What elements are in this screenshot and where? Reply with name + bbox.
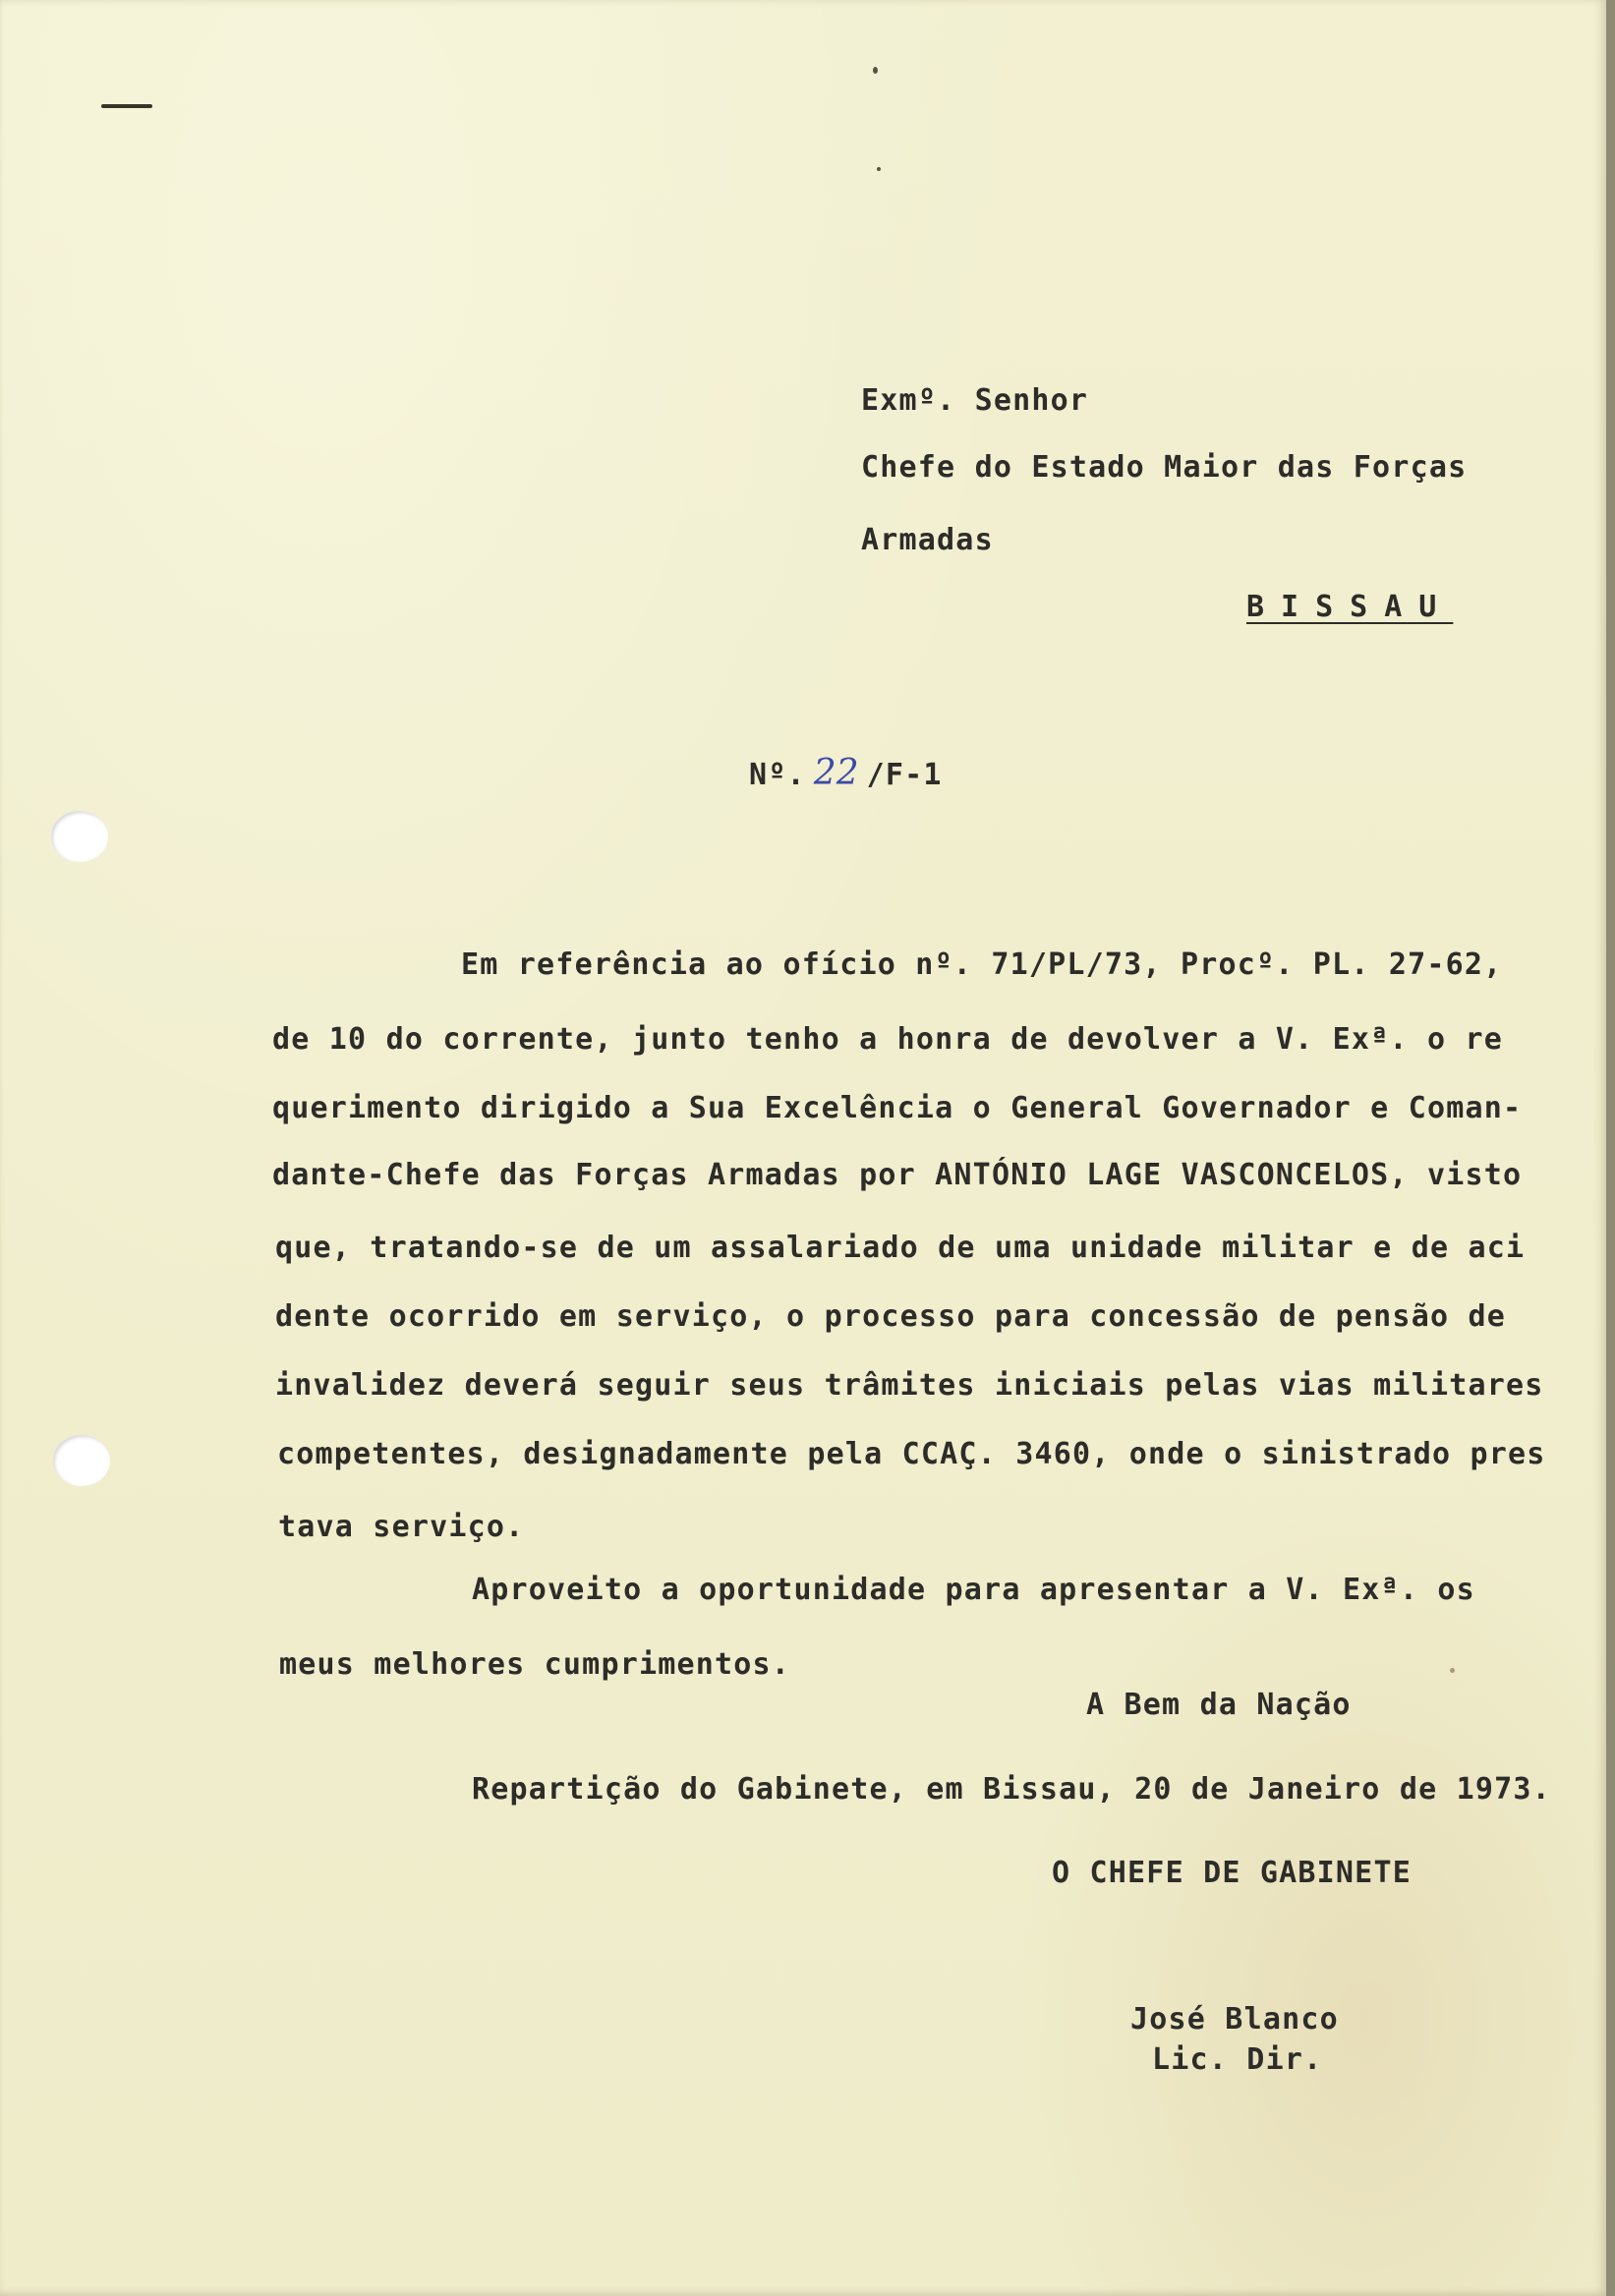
reference-suffix: /F-1: [866, 758, 943, 792]
reference-prefix: Nº.: [749, 758, 806, 792]
closing-place-date: Repartição do Gabinete, em Bissau, 20 de Janeiro de 1973.: [472, 1772, 1551, 1807]
body-line: de 10 do corrente, junto tenho a honra de devolver a V. Exª. o re: [272, 1022, 1503, 1057]
punch-hole-bottom: [53, 1435, 110, 1486]
body-line: querimento dirigido a Sua Excelência o General Governador e Coman-: [272, 1091, 1523, 1125]
paper-speck: [1450, 1668, 1455, 1673]
body-line: Aproveito a oportunidade para apresentar a V. Exª. os: [472, 1573, 1475, 1607]
body-line: dente ocorrido em serviço, o processo para concessão de pensão de: [275, 1299, 1506, 1334]
body-line: tava serviço.: [278, 1510, 525, 1544]
recipient-city: BISSAU: [1246, 590, 1454, 624]
body-line: competentes, designadamente pela CCAÇ. 3460, onde o sinistrado pres: [277, 1437, 1546, 1471]
body-line: invalidez deverá seguir seus trâmites iniciais pelas vias militares: [275, 1368, 1544, 1403]
signatory-degree: Lic. Dir.: [1152, 2042, 1323, 2077]
body-line: meus melhores cumprimentos.: [279, 1647, 791, 1682]
punch-hole-top: [51, 811, 108, 862]
signatory-name: José Blanco: [1130, 2002, 1339, 2037]
ink-mark: [101, 104, 152, 108]
body-line: que, tratando-se de um assalariado de uma unidade militar e de aci: [275, 1231, 1526, 1265]
recipient-salutation: Exmº. Senhor: [861, 383, 1089, 418]
closing-motto: A Bem da Nação: [1086, 1688, 1352, 1722]
reference-handwritten-number: 22: [813, 753, 859, 793]
recipient-line-1: Chefe do Estado Maior das Forças: [861, 450, 1468, 485]
paper-speck: [873, 67, 878, 74]
reference-number: [749, 753, 943, 793]
body-line: dante-Chefe das Forças Armadas por ANTÓNIO LAGE VASCONCELOS, visto: [272, 1158, 1523, 1192]
paper-speck: [877, 167, 881, 171]
body-line: Em referência ao ofício nº. 71/PL/73, Procº. PL. 27-62,: [461, 947, 1503, 982]
closing-title: O CHEFE DE GABINETE: [1052, 1856, 1412, 1890]
recipient-line-2: Armadas: [861, 523, 994, 557]
